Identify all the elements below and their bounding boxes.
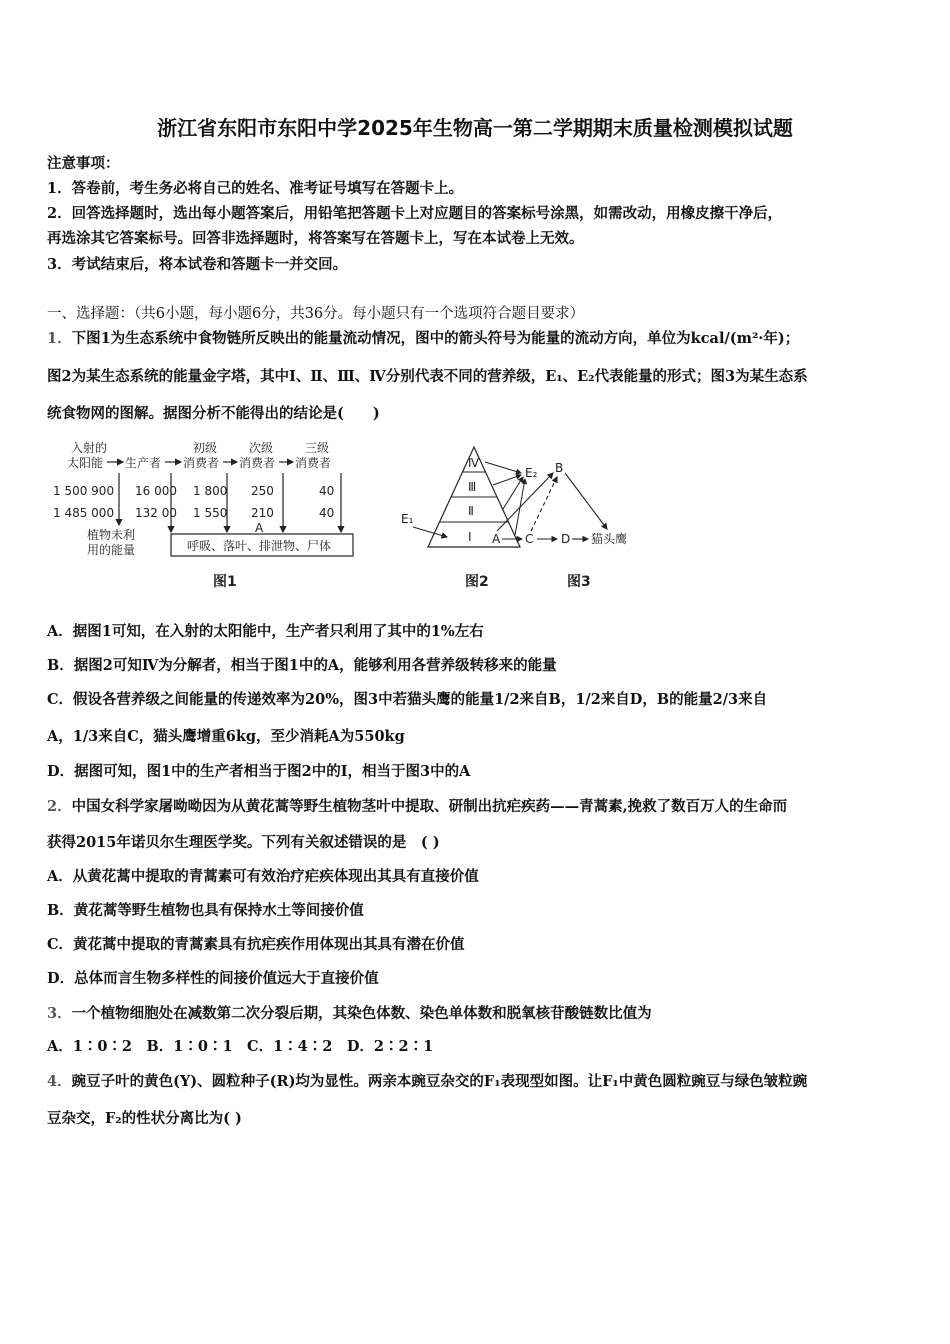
fig1-node-secondary-1: 次级 <box>249 441 274 455</box>
q3-number: 3． <box>47 1005 72 1022</box>
fig1-box-text: 呼吸、落叶、排泄物、尸体 <box>187 539 332 553</box>
fig1-caption: 图1 <box>213 574 237 590</box>
page-title: 浙江省东阳市东阳中学2025年生物高一第二学期期末质量检测模拟试题 <box>157 116 793 140</box>
q2-option-c: C．黄花蒿中提取的青蒿素具有抗疟疾作用体现出其具有潜在价值 <box>47 936 465 953</box>
fig1-node-primary-2: 消费者 <box>183 456 220 470</box>
fig1-value-secondary-in: 250 <box>251 484 274 498</box>
q2-line-2: 获得2015年诺贝尔生理医学奖。下列有关叙述错误的是 ( ) <box>47 834 440 851</box>
q1-line-3: 统食物网的图解。据图分析不能得出的结论是( ) <box>47 405 380 422</box>
fig3-node-c: C <box>525 532 534 546</box>
fig1-value-producer-out: 132 00 <box>135 506 177 520</box>
fig2-e2: E₂ <box>525 466 538 480</box>
q1-option-c-cont: A，1/3来自C，猫头鹰增重6kg，至少消耗A为550kg <box>47 728 405 745</box>
fig1-node-sun-2: 太阳能 <box>67 456 104 470</box>
fig2-level-2: Ⅱ <box>468 504 474 518</box>
q1-option-c: C．假设各营养级之间能量的传递效率为20%，图3中若猫头鹰的能量1/2来自B，1/2来自D，B的能量2/3来自 <box>47 691 768 708</box>
fig3-node-d: D <box>561 532 571 546</box>
q4-number: 4． <box>47 1073 72 1090</box>
q2-option-d: D．总体而言生物多样性的间接价值远大于直接价值 <box>47 970 379 987</box>
q2-option-b: B．黄花蒿等野生植物也具有保持水土等间接价值 <box>47 902 364 919</box>
notice-item-3: 3．考试结束后，将本试卷和答题卡一并交回。 <box>47 256 348 273</box>
q3-stem: 3．一个植物细胞处在减数第二次分裂后期，其染色体数、染色单体数和脱氧核苷酸链数比值为 <box>47 1005 652 1022</box>
section-heading: 一、选择题：（共6小题，每小题6分，共36分。每小题只有一个选项符合题目要求） <box>47 306 585 322</box>
notice-item-2-cont: 再选涂其它答案标号。回答非选择题时，将答案写在答题卡上，写在本试卷上无效。 <box>47 230 584 247</box>
fig3-node-a: A <box>492 532 501 546</box>
fig1-value-tertiary-out: 40 <box>319 506 335 520</box>
notice-heading: 注意事项： <box>47 155 120 172</box>
q2-number: 2． <box>47 798 72 815</box>
q1-option-d: D．据图可知，图1中的生产者相当于图2中的Ⅰ，相当于图3中的A <box>47 763 471 780</box>
fig3-caption: 图3 <box>567 574 591 590</box>
fig1-value-sun-out: 1 485 000 <box>53 506 115 520</box>
fig2-e1: E₁ <box>401 512 414 526</box>
q1-number: 1． <box>47 330 72 347</box>
q2-option-a: A．从黄花蒿中提取的青蒿素可有效治疗疟疾体现出其具有直接价值 <box>47 868 479 885</box>
fig2-level-1: Ⅰ <box>468 530 472 544</box>
figure-1 <box>53 440 353 590</box>
fig2-level-3: Ⅲ <box>468 480 477 494</box>
fig1-unused-2: 用的能量 <box>87 543 136 557</box>
fig1-node-sun-1: 入射的 <box>71 441 108 455</box>
fig1-node-tertiary-2: 消费者 <box>295 456 332 470</box>
q1-figure <box>47 437 647 597</box>
fig1-unused-1: 植物未利 <box>87 528 136 542</box>
q1-line-2: 图2为某生态系统的能量金字塔，其中Ⅰ、Ⅱ、Ⅲ、Ⅳ分别代表不同的营养级，E₁、E₂代表能量的形式；图3为某生态系 <box>47 368 808 385</box>
fig3-node-owl: 猫头鹰 <box>591 532 628 546</box>
fig1-box-label: A <box>255 521 264 535</box>
fig1-value-producer-in: 16 000 <box>135 484 177 498</box>
fig2-caption: 图2 <box>465 574 489 590</box>
q4-line-2: 豆杂交，F₂的性状分离比为( ) <box>47 1110 242 1127</box>
q4-line-1: 4．豌豆子叶的黄色(Y)、圆粒种子(R)均为显性。两亲本豌豆杂交的F₁表现型如图。让F₁中黄色圆粒豌豆与绿色皱粒豌 <box>47 1073 808 1090</box>
fig1-value-sun-in: 1 500 900 <box>53 484 115 498</box>
q3-options: A．1∶0∶2 B．1∶0∶1 C．1∶4∶2 D．2∶2∶1 <box>47 1038 434 1055</box>
fig1-value-secondary-out: 210 <box>251 506 274 520</box>
q1-line-1: 1．下图1为生态系统中食物链所反映出的能量流动情况，图中的箭头符号为能量的流动方向，单位为kcal/(m²·年)； <box>47 330 800 347</box>
fig1-value-primary-in: 1 800 <box>193 484 228 498</box>
q1-option-b: B．据图2可知Ⅳ为分解者，相当于图1中的A，能够利用各营养级转移来的能量 <box>47 657 557 674</box>
q2-line-1: 2．中国女科学家屠呦呦因为从黄花蒿等野生植物茎叶中提取、研制出抗疟疾药——青蒿素,挽救了数百万人的生命而 <box>47 798 788 815</box>
figure-3 <box>492 461 627 590</box>
notice-item-2: 2．回答选择题时，选出每小题答案后，用铅笔把答题卡上对应题目的答案标号涂黑，如需改动，用橡皮擦干净后， <box>47 205 783 222</box>
fig1-value-primary-out: 1 550 <box>193 506 228 520</box>
fig1-node-secondary-2: 消费者 <box>239 456 276 470</box>
fig1-value-tertiary-in: 40 <box>319 484 335 498</box>
figure-2 <box>401 447 538 590</box>
notice-item-1: 1．答卷前，考生务必将自己的姓名、准考证号填写在答题卡上。 <box>47 180 464 197</box>
fig1-node-producer: 生产者 <box>125 456 162 470</box>
fig1-node-tertiary-1: 三级 <box>305 441 330 455</box>
fig2-level-4: Ⅳ <box>468 456 480 470</box>
fig3-node-b: B <box>555 461 564 475</box>
q1-option-a: A．据图1可知，在入射的太阳能中，生产者只利用了其中的1%左右 <box>47 623 484 640</box>
fig1-node-primary-1: 初级 <box>193 441 218 455</box>
